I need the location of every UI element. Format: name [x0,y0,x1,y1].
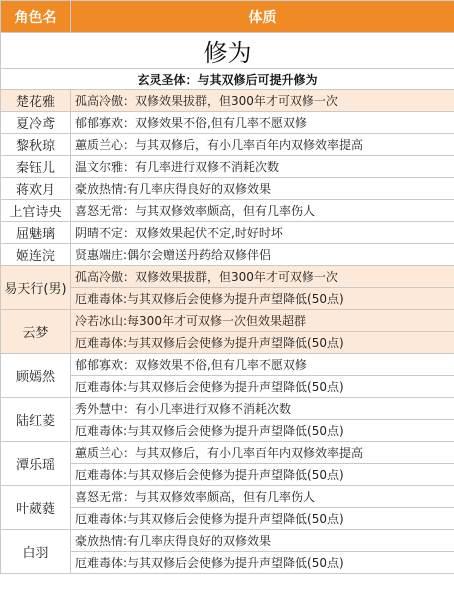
character-name: 叶葳蕤 [1,486,71,530]
table-row [1,244,454,266]
header-name-column: 角色名 [1,1,71,33]
trait-description: 贤惠端庄:偶尔会赠送丹药给双修伴侣 [71,244,454,266]
table-row [1,442,454,464]
trait-description: 孤高冷傲：双修效果拔群，但300年才可双修一次 [71,266,454,288]
table-row [1,398,454,420]
character-name: 夏冷鸢 [1,112,71,134]
trait-description: 孤高冷傲：双修效果拔群，但300年才可双修一次 [71,90,454,112]
subtitle-row [1,69,454,90]
table-row [1,310,454,332]
trait-description: 豪放热情:有几率庆得良好的双修效果 [71,178,454,200]
trait-description: 温文尔雅：有几率进行双修不消耗次数 [71,156,454,178]
character-name: 上官诗央 [1,200,71,222]
character-name: 屈魅璃 [1,222,71,244]
table-body [1,33,454,574]
header-row [1,1,454,33]
character-name: 潭乐瑶 [1,442,71,486]
trait-description: 喜怒无常：与其双修效率颇高，但有几率伤人 [71,486,454,508]
table-row [1,112,454,134]
trait-description: 秀外慧中：有小几率进行双修不消耗次数 [71,398,454,420]
character-name: 姬连浣 [1,244,71,266]
trait-description: 厄难毒体:与其双修后会使修为提升声望降低(50点) [71,288,454,310]
section-title: 修为 [1,33,454,69]
character-name: 楚花雅 [1,90,71,112]
character-name: 顾嫣然 [1,354,71,398]
table-row [1,134,454,156]
character-name: 黎秋琼 [1,134,71,156]
table-row [1,90,454,112]
trait-description: 厄难毒体:与其双修后会使修为提升声望降低(50点) [71,552,454,574]
table-row [1,200,454,222]
table-row [1,486,454,508]
character-name: 易天行(男) [1,266,71,310]
header-trait-column: 体质 [71,1,454,33]
trait-description: 郁郁寡欢：双修效果不俗,但有几率不愿双修 [71,354,454,376]
character-name: 云梦 [1,310,71,354]
trait-description: 阴晴不定：双修效果起伏不定,时好时坏 [71,222,454,244]
character-name: 陆红菱 [1,398,71,442]
table-row [1,354,454,376]
trait-description: 郁郁寡欢：双修效果不俗,但有几率不愿双修 [71,112,454,134]
trait-description: 厄难毒体:与其双修后会使修为提升声望降低(50点) [71,420,454,442]
trait-description: 厄难毒体:与其双修后会使修为提升声望降低(50点) [71,508,454,530]
table-row [1,266,454,288]
trait-description: 厄难毒体:与其双修后会使修为提升声望降低(50点) [71,464,454,486]
trait-description: 喜怒无常：与其双修效率颇高，但有几率伤人 [71,200,454,222]
section-subtitle: 玄灵圣体：与其双修后可提升修为 [1,69,454,90]
character-name: 白羽 [1,530,71,574]
trait-description: 冷若冰山:每300年才可双修一次但效果超群 [71,310,454,332]
character-name: 蒋欢月 [1,178,71,200]
trait-description: 厄难毒体:与其双修后会使修为提升声望降低(50点) [71,332,454,354]
table-row [1,178,454,200]
trait-description: 豪放热情:有几率庆得良好的双修效果 [71,530,454,552]
table-row [1,156,454,178]
character-name: 秦钰儿 [1,156,71,178]
section-row [1,33,454,69]
table-row [1,222,454,244]
table-row [1,530,454,552]
trait-description: 厄难毒体:与其双修后会使修为提升声望降低(50点) [71,376,454,398]
trait-description: 蕙质兰心：与其双修后，有小几率百年内双修效率提高 [71,134,454,156]
trait-description: 蕙质兰心：与其双修后，有小几率百年内双修效率提高 [71,442,454,464]
